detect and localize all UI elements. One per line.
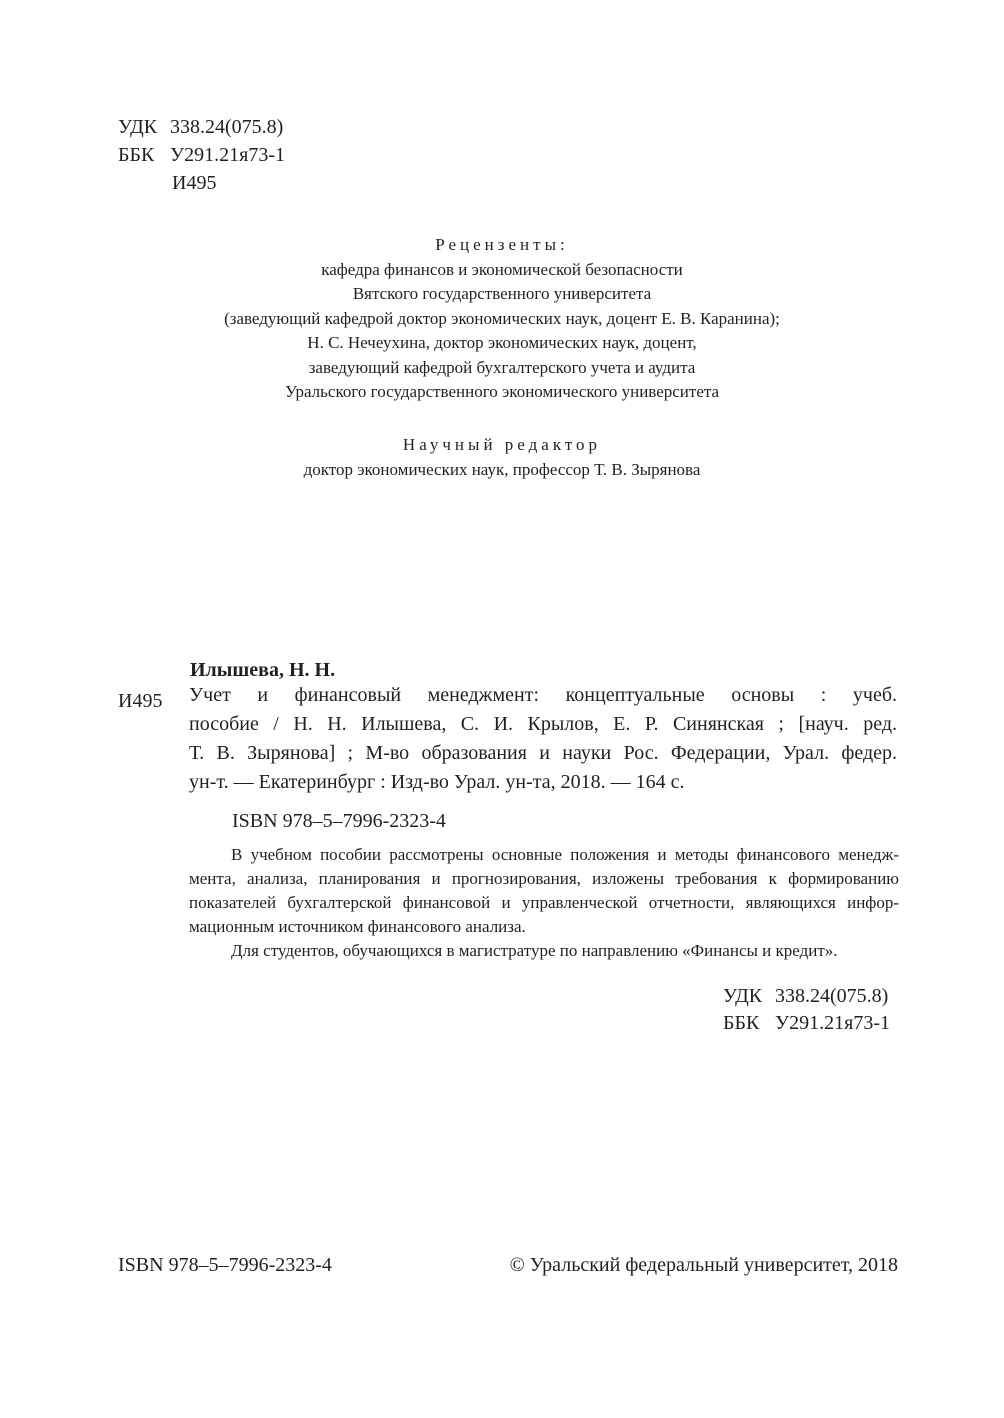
reviewers-heading: Рецензенты: (435, 235, 569, 254)
reviewer-line: Уральского государственного экономического университета (284, 382, 720, 401)
editor-line: доктор экономических наук, профессор Т. В. Зырянова (303, 460, 701, 479)
bib-isbn: ISBN 978–5–7996-2323-4 (232, 810, 446, 832)
classification-bottom (723, 983, 890, 1037)
udk-line (118, 114, 418, 142)
editor-block (0, 434, 1004, 484)
bib-line: Учет и финансовый менеджмент: концептуальные основы : учеб. (189, 684, 897, 706)
bbk-value: У291.21я73-1 (170, 144, 286, 166)
bbk-value-bottom: У291.21я73-1 (775, 1012, 891, 1034)
reviewer-line: Вятского государственного университета (352, 284, 652, 303)
bib-line: ун-т. — Екатеринбург : Изд-во Урал. ун-та, 2018. — 164 с. (189, 771, 685, 793)
classification-block (118, 114, 418, 198)
bbk-line (118, 142, 418, 170)
author-index: И495 (172, 172, 217, 194)
reviewer-line: заведующий кафедрой бухгалтерского учета и аудита (308, 357, 696, 377)
bib-index: И495 (118, 690, 163, 712)
annotation-line: показателей бухгалтерской финансовой и управленческой отчетности, являющихся инфор- (189, 893, 899, 912)
bib-line: Т. В. Зырянова] ; М-во образования и науки Рос. Федерации, Урал. федер. (189, 742, 897, 764)
bbk-label: ББК (118, 144, 155, 166)
reviewer-line: Н. С. Нечеухина, доктор экономических наук, доцент, (307, 333, 697, 352)
udk-value-bottom: 338.24(075.8) (775, 985, 889, 1007)
annotation-line: В учебном пособии рассмотрены основные положения и методы финансового менедж- (231, 845, 899, 864)
bib-author: Илышева, Н. Н. (190, 659, 336, 681)
udk-line-bottom (723, 983, 890, 1010)
reviewer-line: (заведующий кафедрой доктор экономических наук, доцент Е. В. Каранина); (224, 308, 780, 328)
annotation-line: мационным источником финансового анализа. (189, 917, 526, 936)
bbk-line-bottom (723, 1010, 890, 1037)
udk-label: УДК (118, 116, 158, 138)
footer-copyright: © Уральский федеральный университет, 2018 (509, 1254, 898, 1276)
editor-heading: Научный редактор (402, 435, 602, 454)
reviewers-block (0, 234, 1004, 406)
reviewer-line: кафедра финансов и экономической безопасности (321, 259, 683, 279)
annotation-line: мента, анализа, планирования и прогнозирования, изложены требования к формированию (189, 869, 899, 888)
annotation-audience: Для студентов, обучающихся в магистратуре по направлению «Финансы и кредит». (231, 941, 838, 960)
bib-line: пособие / Н. Н. Илышева, С. И. Крылов, Е. Р. Синянская ; [науч. ред. (189, 713, 897, 735)
footer-isbn: ISBN 978–5–7996-2323-4 (118, 1254, 332, 1276)
bbk-label-bottom: ББК (723, 1012, 760, 1034)
annotation-block (189, 844, 899, 964)
udk-label-bottom: УДК (723, 985, 763, 1007)
bib-description (189, 682, 897, 798)
udk-value: 338.24(075.8) (170, 116, 284, 138)
